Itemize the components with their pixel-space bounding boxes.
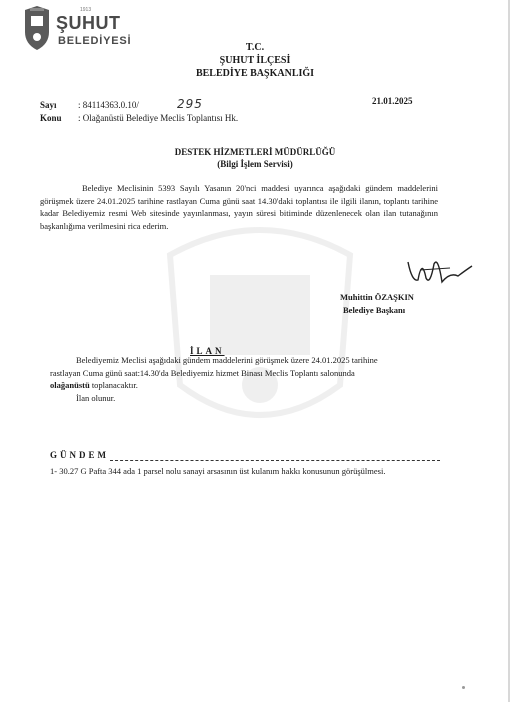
konu-value: : Olağanüstü Belediye Meclis Toplantısı Hk. bbox=[78, 113, 239, 123]
ilan-text-after: toplanacaktır. bbox=[89, 380, 138, 390]
gundem-label: GÜNDEM bbox=[50, 450, 109, 460]
ilan-text-bold: olağanüstü bbox=[50, 380, 90, 390]
recipient-subtitle: (Bilgi İşlem Servisi) bbox=[217, 159, 293, 169]
logo-year: 1913 bbox=[80, 7, 92, 13]
sayi-label: Sayı bbox=[40, 100, 57, 110]
header-line-2: ŞUHUT İLÇESİ bbox=[219, 55, 291, 66]
recipient-title: DESTEK HİZMETLERİ MÜDÜRLÜĞÜ bbox=[174, 147, 336, 157]
ilan-closing: İlan olunur. bbox=[76, 393, 116, 403]
body-paragraph: Belediye Meclisinin 5393 Sayılı Yasanın 20'nci maddesi uyarınca aşağıdaki gündem maddelerini görüşmek üzere 24.01.2025 tarihine rastlayan Cuma günü saat 14.30'daki toplantısı ile ilgili ilanın, toplantı tarihine kadar Belediyemiz resmi Web sitesinde yayınlanması, yayın süresi bitiminde düzenlenecek olan ilan tutanağının başkanlığıma verilmesini rica ederim. bbox=[40, 183, 438, 231]
ilan-title: İLAN bbox=[190, 346, 225, 356]
crest-icon bbox=[22, 4, 52, 52]
konu-label: Konu bbox=[40, 113, 62, 123]
ilan-text-before: Belediyemiz Meclisi aşağıdaki gündem maddelerini görüşmek üzere 24.01.2025 tarihine rastlayan Cuma günü saat:14.30'da Belediyemiz hizmet Binası Meclis Toplantı salonunda bbox=[50, 355, 378, 378]
signer-name: Muhittin ÖZAŞKIN bbox=[340, 292, 414, 302]
gundem-divider bbox=[110, 460, 440, 461]
header-line-3: BELEDİYE BAŞKANLIĞI bbox=[195, 68, 315, 79]
logo-name: ŞUHUT bbox=[56, 13, 121, 33]
watermark-emblem bbox=[140, 215, 380, 435]
municipality-logo bbox=[22, 4, 152, 58]
sayi-handwritten-number: 295 bbox=[177, 97, 203, 111]
document-date: 21.01.2025 bbox=[372, 96, 413, 106]
header-line-1: T.C. bbox=[245, 42, 265, 53]
signer-title: Belediye Başkanı bbox=[343, 305, 406, 315]
sayi-value: : 84114363.0.10/ bbox=[78, 100, 139, 110]
scan-speck bbox=[462, 686, 465, 689]
signature-icon bbox=[400, 252, 480, 292]
logo-subtitle: BELEDİYESİ bbox=[58, 35, 132, 47]
gundem-item: 1- 30.27 G Pafta 344 ada 1 parsel nolu sanayi arsasının üst kulanım hakkı konusunun görüşülmesi. bbox=[50, 466, 386, 476]
ilan-text bbox=[50, 354, 380, 392]
